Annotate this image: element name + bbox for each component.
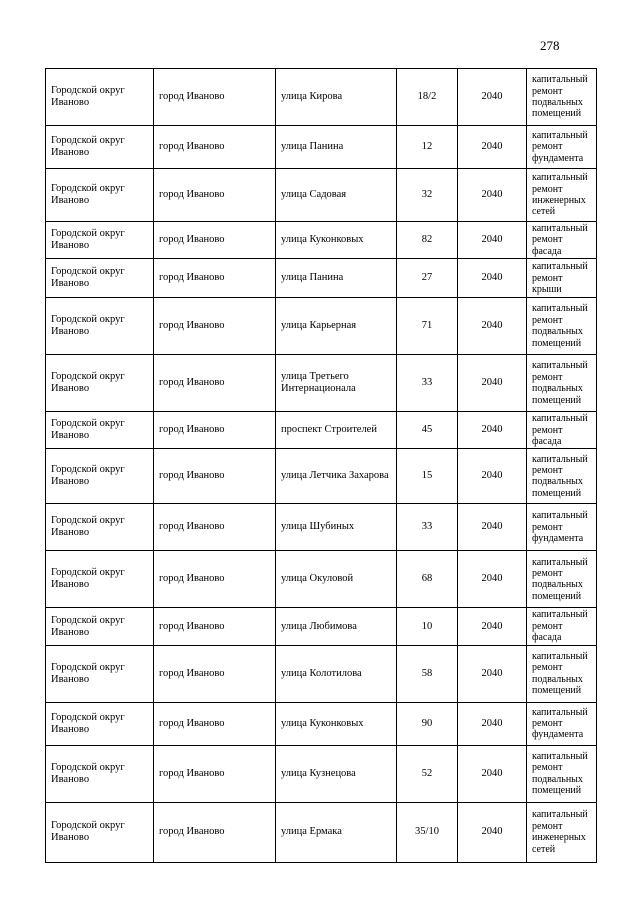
street-cell: улица Ермака [276,802,397,862]
city-cell: город Иваново [154,222,276,259]
city-cell: город Иваново [154,645,276,702]
page-number: 278 [540,38,560,53]
table-row [46,608,597,645]
year-cell: 2040 [458,169,527,222]
district-cell: Городской округ Иваново [46,222,154,259]
city-cell: город Иваново [154,551,276,608]
year-cell: 2040 [458,802,527,862]
work-type-cell: капитальный ремонт фасада [527,608,597,645]
city-cell: город Иваново [154,745,276,802]
street-cell: улица Кирова [276,69,397,126]
district-cell: Городской округ Иваново [46,69,154,126]
district-cell: Городской округ Иваново [46,412,154,449]
city-cell: город Иваново [154,169,276,222]
house-number-cell: 82 [397,222,458,259]
work-type-cell: капитальный ремонт подвальных помещений [527,551,597,608]
table-row [46,412,597,449]
table-row [46,69,597,126]
city-cell: город Иваново [154,355,276,412]
table-row [46,169,597,222]
street-cell: улица Панина [276,126,397,169]
district-cell: Городской округ Иваново [46,126,154,169]
street-cell: улица Куконковых [276,702,397,745]
street-cell: улица Шубиных [276,504,397,551]
table-row [46,645,597,702]
district-cell: Городской округ Иваново [46,551,154,608]
district-cell: Городской округ Иваново [46,745,154,802]
table-body [46,69,597,863]
street-cell: улица Куконковых [276,222,397,259]
table-row [46,802,597,862]
house-number-cell: 71 [397,298,458,355]
district-cell: Городской округ Иваново [46,298,154,355]
city-cell: город Иваново [154,412,276,449]
work-type-cell: капитальный ремонт инженерных сетей [527,169,597,222]
table-row [46,702,597,745]
year-cell: 2040 [458,702,527,745]
city-cell: город Иваново [154,608,276,645]
year-cell: 2040 [458,449,527,504]
house-number-cell: 68 [397,551,458,608]
street-cell: улица Летчика Захарова [276,449,397,504]
year-cell: 2040 [458,745,527,802]
work-type-cell: капитальный ремонт фундамента [527,126,597,169]
house-number-cell: 35/10 [397,802,458,862]
work-type-cell: капитальный ремонт подвальных помещений [527,298,597,355]
year-cell: 2040 [458,504,527,551]
city-cell: город Иваново [154,702,276,745]
house-number-cell: 90 [397,702,458,745]
street-cell: улица Кузнецова [276,745,397,802]
house-number-cell: 32 [397,169,458,222]
street-cell: улица Панина [276,259,397,298]
house-number-cell: 10 [397,608,458,645]
year-cell: 2040 [458,222,527,259]
year-cell: 2040 [458,412,527,449]
table-row [46,259,597,298]
table-row [46,126,597,169]
work-type-cell: капитальный ремонт подвальных помещений [527,645,597,702]
city-cell: город Иваново [154,802,276,862]
street-cell: улица Карьерная [276,298,397,355]
work-type-cell: капитальный ремонт фасада [527,412,597,449]
table-row [46,355,597,412]
street-cell: улица Окуловой [276,551,397,608]
work-type-cell: капитальный ремонт подвальных помещений [527,745,597,802]
house-number-cell: 15 [397,449,458,504]
district-cell: Городской округ Иваново [46,355,154,412]
year-cell: 2040 [458,645,527,702]
city-cell: город Иваново [154,126,276,169]
work-type-cell: капитальный ремонт подвальных помещений [527,449,597,504]
district-cell: Городской округ Иваново [46,259,154,298]
street-cell: улица Садовая [276,169,397,222]
street-cell: улица Колотилова [276,645,397,702]
district-cell: Городской округ Иваново [46,504,154,551]
district-cell: Городской округ Иваново [46,169,154,222]
house-number-cell: 33 [397,504,458,551]
work-type-cell: капитальный ремонт фундамента [527,702,597,745]
work-type-cell: капитальный ремонт крыши [527,259,597,298]
district-cell: Городской округ Иваново [46,702,154,745]
work-type-cell: капитальный ремонт фундамента [527,504,597,551]
house-number-cell: 18/2 [397,69,458,126]
house-number-cell: 52 [397,745,458,802]
year-cell: 2040 [458,69,527,126]
table-row [46,745,597,802]
work-type-cell: капитальный ремонт фасада [527,222,597,259]
table-row [46,504,597,551]
year-cell: 2040 [458,608,527,645]
table-row [46,449,597,504]
work-type-cell: капитальный ремонт подвальных помещений [527,69,597,126]
city-cell: город Иваново [154,69,276,126]
house-number-cell: 58 [397,645,458,702]
district-cell: Городской округ Иваново [46,608,154,645]
city-cell: город Иваново [154,259,276,298]
house-number-cell: 27 [397,259,458,298]
year-cell: 2040 [458,355,527,412]
street-cell: улица Третьего Интернационала [276,355,397,412]
repair-schedule-table [45,68,597,863]
city-cell: город Иваново [154,449,276,504]
work-type-cell: капитальный ремонт подвальных помещений [527,355,597,412]
street-cell: улица Любимова [276,608,397,645]
table-row [46,551,597,608]
district-cell: Городской округ Иваново [46,645,154,702]
house-number-cell: 12 [397,126,458,169]
year-cell: 2040 [458,298,527,355]
year-cell: 2040 [458,126,527,169]
table-row [46,222,597,259]
year-cell: 2040 [458,551,527,608]
city-cell: город Иваново [154,298,276,355]
district-cell: Городской округ Иваново [46,802,154,862]
house-number-cell: 33 [397,355,458,412]
table-row [46,298,597,355]
city-cell: город Иваново [154,504,276,551]
year-cell: 2040 [458,259,527,298]
house-number-cell: 45 [397,412,458,449]
work-type-cell: капитальный ремонт инженерных сетей [527,802,597,862]
street-cell: проспект Строителей [276,412,397,449]
district-cell: Городской округ Иваново [46,449,154,504]
